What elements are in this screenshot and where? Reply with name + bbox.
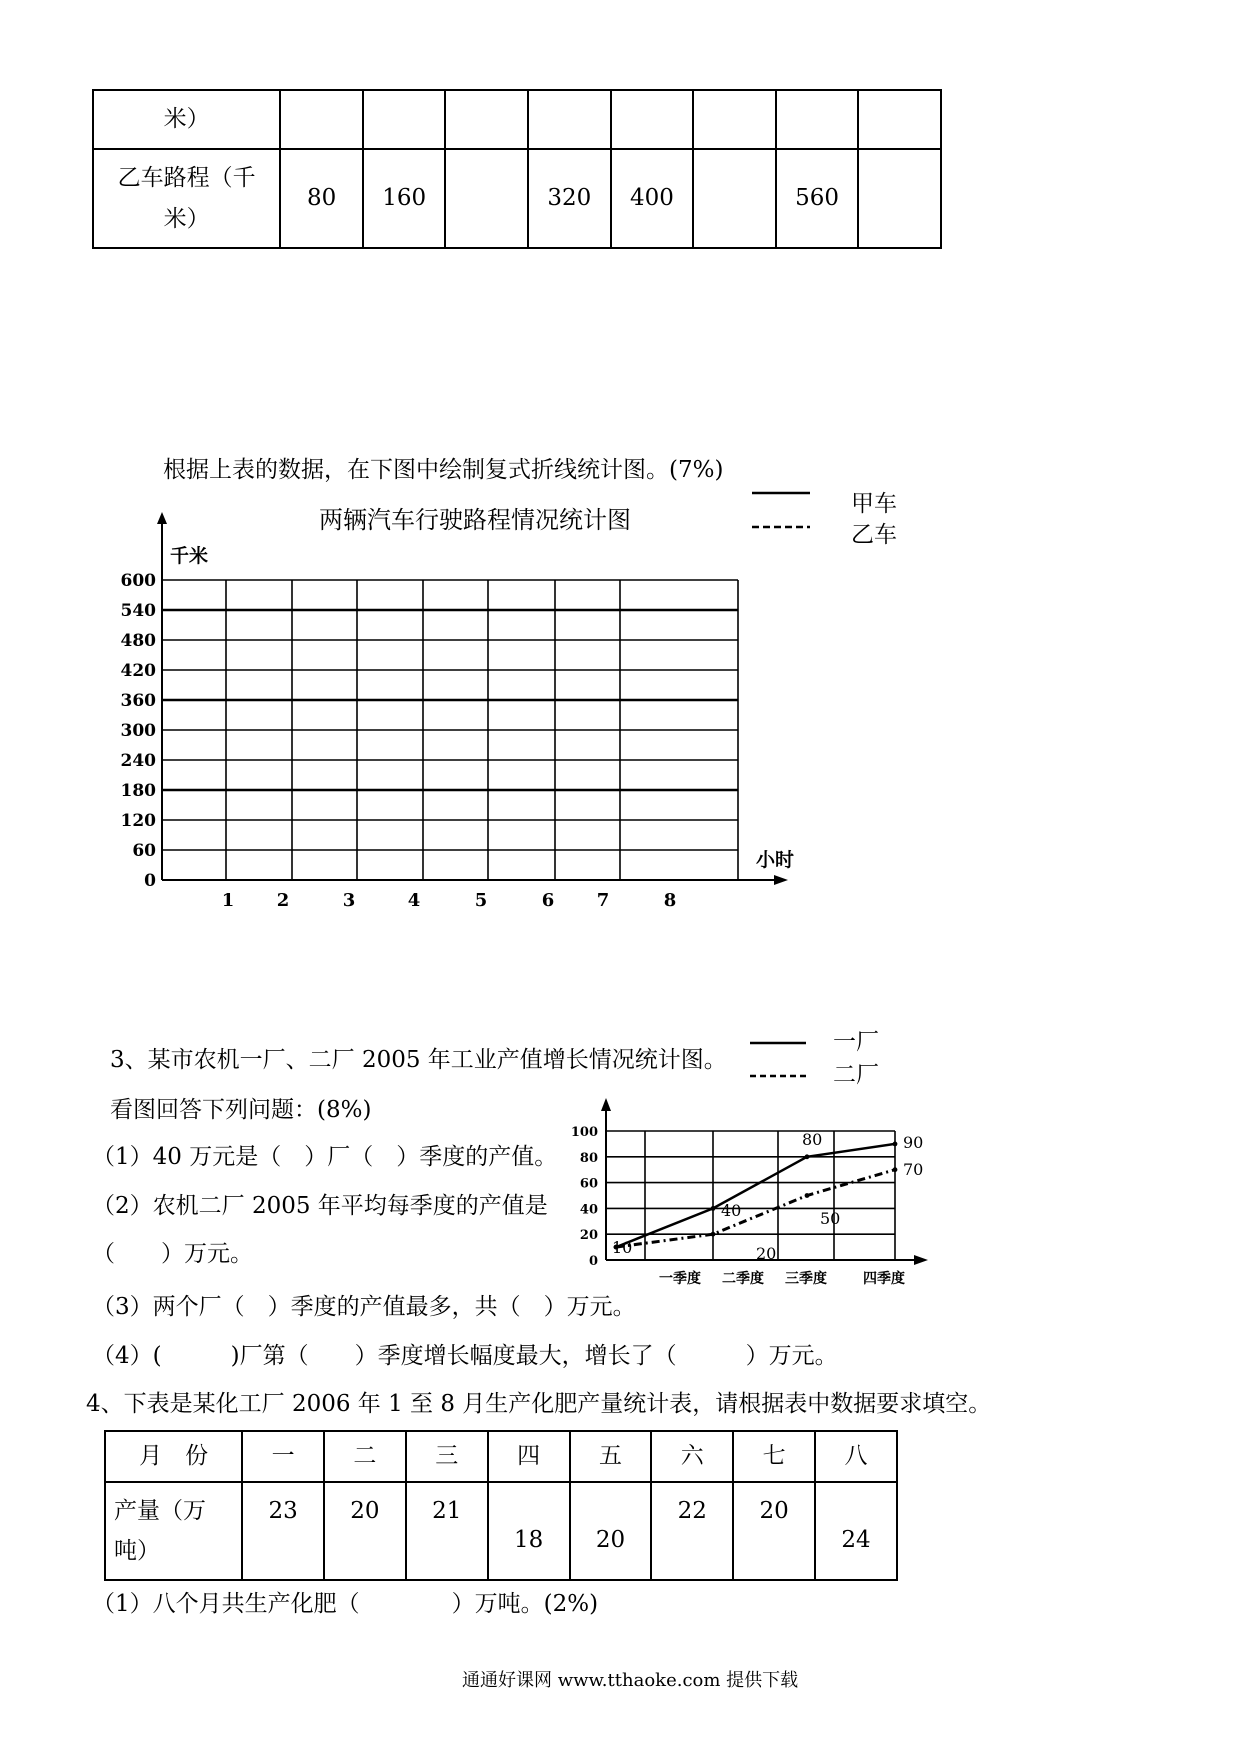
data-point (805, 1193, 810, 1198)
y-tick-label: 60 (579, 1176, 598, 1192)
page-footer: 通通好课网 www.tthaoke.com 提供下载 (462, 1670, 799, 1691)
table-row-label (105, 1482, 242, 1580)
y-axis-arrow (157, 512, 167, 524)
y-tick-label: 120 (120, 811, 156, 831)
table-cell (445, 149, 528, 248)
data-label: 70 (903, 1160, 924, 1179)
x-axis-unit: 小时 (756, 849, 795, 871)
table-header-cell: 月 份 (105, 1431, 242, 1482)
legend-label-jia: 甲车 (851, 491, 897, 517)
x-tick-label: 4 (407, 890, 421, 911)
x-axis-arrow (914, 1255, 928, 1265)
row-label-line: 吨） (114, 1538, 160, 1564)
table-cell (858, 90, 941, 149)
blank-line-chart-grid (100, 500, 820, 920)
table-cell: 20 (733, 1482, 815, 1580)
data-point (711, 1206, 716, 1211)
data-point (893, 1142, 898, 1147)
table-cell: 21 (406, 1482, 488, 1580)
row-label-line: 乙车路程（千 (117, 165, 256, 192)
table-cell (693, 149, 776, 248)
data-point (893, 1167, 898, 1172)
legend-label-yi: 乙车 (851, 522, 897, 548)
fertilizer-table (104, 1430, 898, 1581)
table-cell: 80 (280, 149, 363, 248)
task3-intro: 看图回答下列问题：(8%) (110, 1097, 372, 1123)
table-cell: 18 (488, 1482, 570, 1580)
x-tick-label: 6 (541, 890, 555, 911)
y-tick-label: 0 (144, 871, 156, 891)
table-cell (858, 149, 941, 248)
table-cell: 160 (363, 149, 446, 248)
y-axis-unit: 千米 (170, 545, 209, 567)
task3-heading: 3、某市农机一厂、二厂 2005 年工业产值增长情况统计图。 (110, 1047, 727, 1073)
table-header-cell: 二 (324, 1431, 406, 1482)
table-cell: 320 (528, 149, 611, 248)
y-tick-label: 360 (120, 691, 156, 711)
question-4: （4）( )厂第（ ）季度增长幅度最大，增长了（ ）万元。 (92, 1343, 838, 1369)
distance-table (92, 89, 942, 249)
table-cell: 400 (611, 149, 694, 248)
table-header-cell: 四 (488, 1431, 570, 1482)
table-cell: 24 (815, 1482, 897, 1580)
table-cell (693, 90, 776, 149)
table-header-cell: 八 (815, 1431, 897, 1482)
data-point (805, 1154, 810, 1159)
row-label-line: 产量（万 (114, 1497, 206, 1524)
data-label: 20 (756, 1244, 777, 1263)
table-cell: 20 (570, 1482, 652, 1580)
y-tick-label: 180 (120, 781, 156, 801)
y-tick-label: 420 (120, 661, 156, 681)
y-tick-label: 60 (132, 841, 156, 861)
task2-instruction: 根据上表的数据，在下图中绘制复式折线统计图。(7%) (163, 457, 724, 483)
x-axis-arrow (774, 875, 788, 885)
table-row-label: 米） (93, 90, 280, 149)
factory-output-chart (570, 1095, 930, 1295)
table-cell: 20 (324, 1482, 406, 1580)
table-cell (776, 90, 859, 149)
data-label: 40 (721, 1201, 742, 1220)
table-cell (528, 90, 611, 149)
data-label: 50 (820, 1209, 841, 1228)
table-row-label (93, 149, 280, 248)
table-header-cell: 三 (406, 1431, 488, 1482)
legend-label-factory1: 一厂 (833, 1028, 879, 1054)
table-cell (280, 90, 363, 149)
x-tick-label: 四季度 (863, 1271, 905, 1287)
data-label: 90 (903, 1133, 924, 1152)
question-1: （1）40 万元是（ ）厂（ ）季度的产值。 (92, 1144, 558, 1170)
table-cell: 23 (242, 1482, 324, 1580)
series-line-factory1 (616, 1144, 895, 1247)
task3-legend-lines (748, 1036, 810, 1081)
y-tick-label: 100 (570, 1125, 598, 1140)
table-cell: 22 (651, 1482, 733, 1580)
row-label-line: 米） (163, 205, 210, 232)
question-2-cont: （ ）万元。 (92, 1241, 253, 1267)
legend-label-factory2: 二厂 (833, 1061, 879, 1087)
task4-heading: 4、下表是某化工厂 2006 年 1 至 8 月生产化肥产量统计表，请根据表中数据要求填空。 (86, 1391, 992, 1417)
task4-question-1: （1）八个月共生产化肥（ ）万吨。(2%) (92, 1591, 599, 1617)
x-tick-label: 一季度 (659, 1271, 701, 1287)
table-header-cell: 五 (570, 1431, 652, 1482)
table-header-cell: 七 (733, 1431, 815, 1482)
table-cell (445, 90, 528, 149)
y-tick-label: 20 (579, 1228, 598, 1244)
x-tick-label: 3 (342, 890, 356, 911)
y-tick-label: 40 (579, 1202, 598, 1218)
y-tick-label: 600 (120, 571, 156, 591)
y-tick-label: 480 (120, 631, 156, 651)
chart-title: 两辆汽车行驶路程情况统计图 (319, 506, 631, 534)
x-tick-label: 1 (221, 890, 235, 911)
x-tick-label: 7 (596, 890, 610, 911)
x-tick-label: 二季度 (722, 1271, 764, 1287)
question-2: （2）农机二厂 2005 年平均每季度的产值是 (92, 1193, 548, 1219)
x-tick-label: 2 (276, 890, 290, 911)
table-cell (363, 90, 446, 149)
table-cell (611, 90, 694, 149)
data-label: 10 (612, 1238, 633, 1257)
x-tick-label: 8 (663, 890, 677, 911)
question-3: （3）两个厂（ ）季度的产值最多，共（ ）万元。 (92, 1294, 636, 1320)
x-tick-label: 三季度 (785, 1271, 827, 1287)
y-tick-label: 540 (120, 601, 156, 621)
y-tick-label: 80 (579, 1150, 598, 1166)
y-tick-label: 0 (588, 1254, 598, 1269)
table-cell: 560 (776, 149, 859, 248)
data-point (711, 1232, 716, 1237)
table-header-cell: 一 (242, 1431, 324, 1482)
table-header-cell: 六 (651, 1431, 733, 1482)
y-tick-label: 300 (120, 721, 156, 741)
x-tick-label: 5 (474, 890, 488, 911)
data-label: 80 (802, 1130, 823, 1149)
y-axis-arrow (601, 1098, 611, 1111)
y-tick-label: 240 (120, 751, 156, 771)
